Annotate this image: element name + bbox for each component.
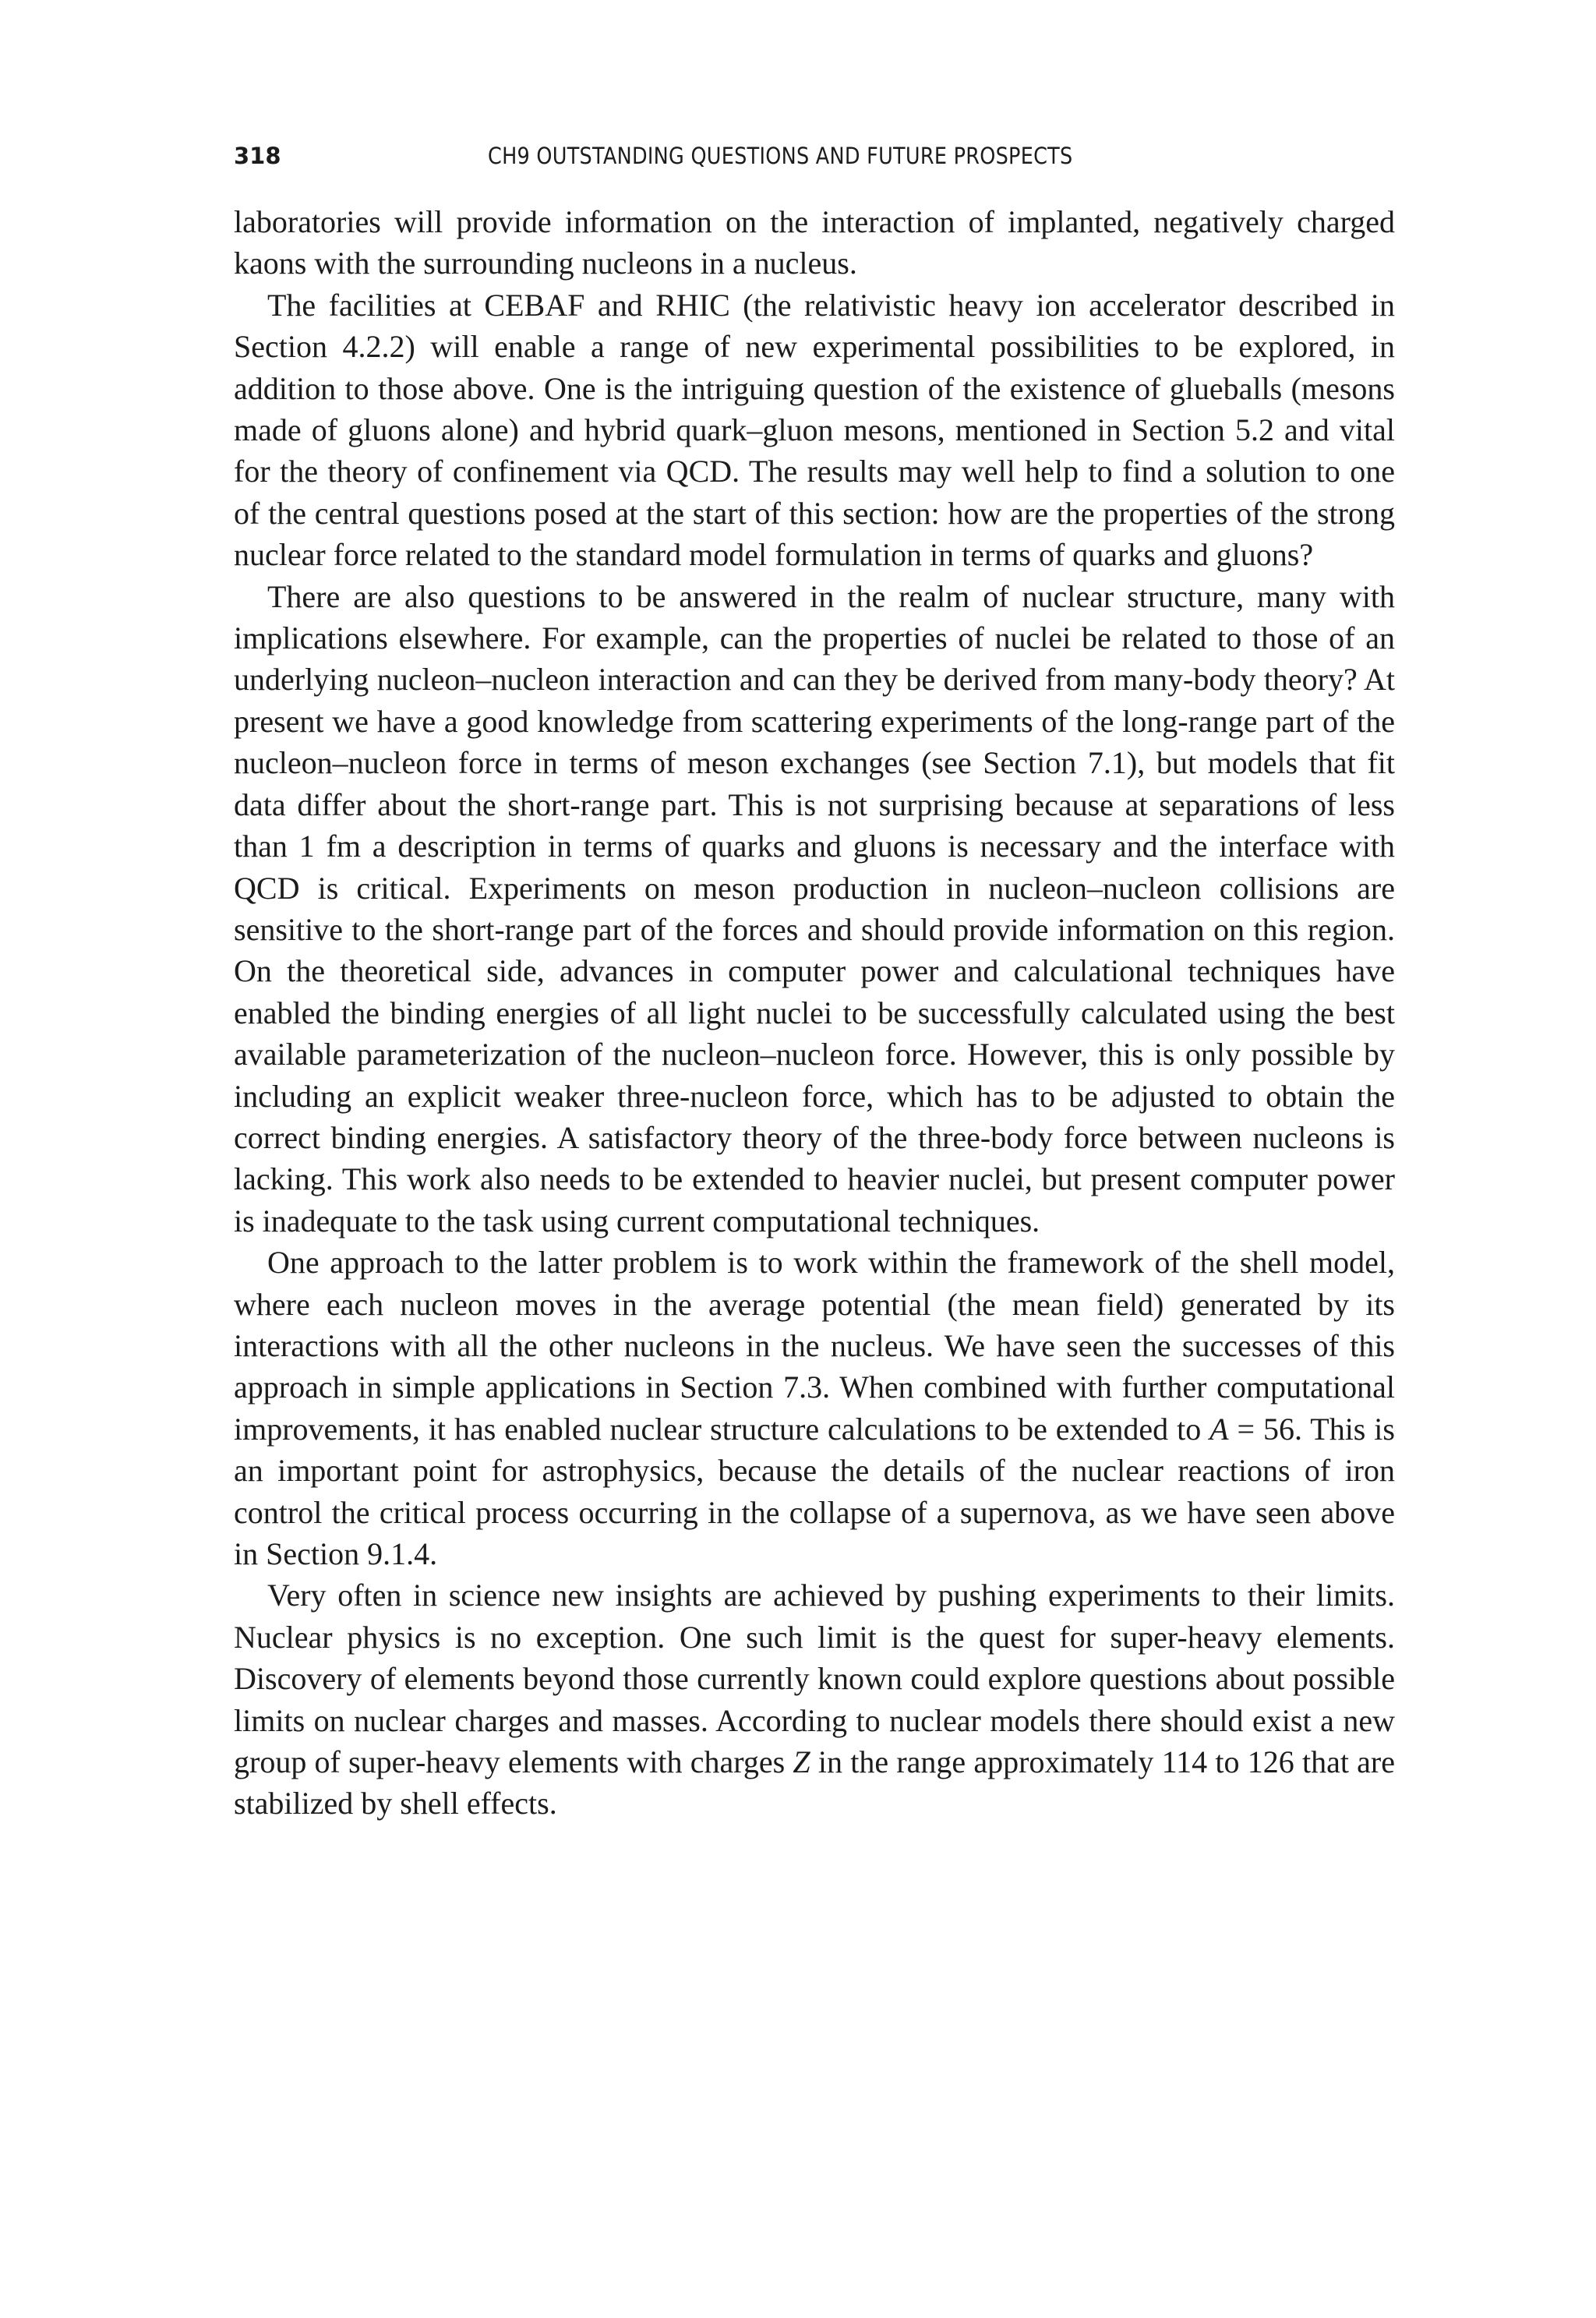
paragraph-4-text-a: One approach to the latter problem is to work within the framework of the shell model, where each nucleon moves in the average potential (the mean field) generated by its interactions with all the other nucleons in the nucleus. We have seen the successes of this approach in simple applications in Section 7.3. When combined with further computational improvements, it has enabled nuclear structure calculations to be extended to [234, 1245, 1395, 1447]
paragraph-2: The facilities at CEBAF and RHIC (the relativistic heavy ion accelerator described in Section 4.2.2) will enable a range of new experimental possibilities to be explored, in addition to those above. One is the intriguing question of the existence of glueballs (mesons made of gluons alone) and hybrid quark–gluon mesons, mentioned in Section 5.2 and vital for the theory of confinement via QCD. The results may well help to find a solution to one of the central questions posed at the start of this section: how are the properties of the strong nuclear force related to the standard model formulation in terms of quarks and gluons? [234, 287, 1395, 573]
paragraph-4 [234, 1242, 1395, 1574]
paragraph-1: laboratories will provide information on the interaction of implanted, negatively charged kaons with the surrounding nucleons in a nucleus. [234, 204, 1395, 281]
paragraph-3: There are also questions to be answered in the realm of nuclear structure, many with implications elsewhere. For example, can the properties of nuclei be related to those of an underlying nucleon–nucleon interaction and can they be derived from many-body theory? At present we have a good knowledge from scattering experiments of the long-range part of the nucleon–nucleon force in terms of meson exchanges (see Section 7.1), but models that fit data differ about the short-range part. This is not surprising because at separations of less than 1 fm a description in terms of quarks and gluons is necessary and the interface with QCD is critical. Experiments on meson production in nucleon–nucleon collisions are sensitive to the short-range part of the forces and should provide information on this region. On the theoretical side, advances in computer power and calculational techniques have enabled the binding energies of all light nuclei to be successfully calculated using the best available parameterization of the nucleon–nucleon force. However, this is only possible by including an explicit weaker three-nucleon force, which has to be adjusted to obtain the correct binding energies. A satisfactory theory of the three-body force between nucleons is lacking. This work also needs to be extended to heavier nuclei, but present computer power is inadequate to the task using current computational techniques. [234, 578, 1395, 1239]
body-text [234, 201, 1395, 1825]
variable-z: Z [793, 1744, 810, 1780]
paragraph-4-text-b: = 56. This is an important point for astrophysics, because the details of the nuclear reactions of iron control the critical process occurring in the collapse of a supernova, as we have seen above in Section 9.1.4. [234, 1411, 1395, 1571]
page-header [234, 139, 1395, 173]
paragraph-5 [234, 1574, 1395, 1824]
page-number: 318 [234, 143, 281, 169]
paragraph-5-text-a: Very often in science new insights are achieved by pushing experiments to their limits. Nuclear physics is no exception. One such limit is the quest for super-heavy elements. Discovery of elements beyond those currently known could explore questions about possible limits on nuclear charges and masses. According to nuclear models there should exist a new group of super-heavy elements with charges [234, 1578, 1395, 1780]
variable-a: A [1209, 1411, 1229, 1447]
paragraph-5-text-b: in the range approximately 114 to 126 that are stabilized by shell effects. [234, 1744, 1396, 1822]
running-head: CH9 OUTSTANDING QUESTIONS AND FUTURE PROSPECTS [488, 143, 1073, 169]
